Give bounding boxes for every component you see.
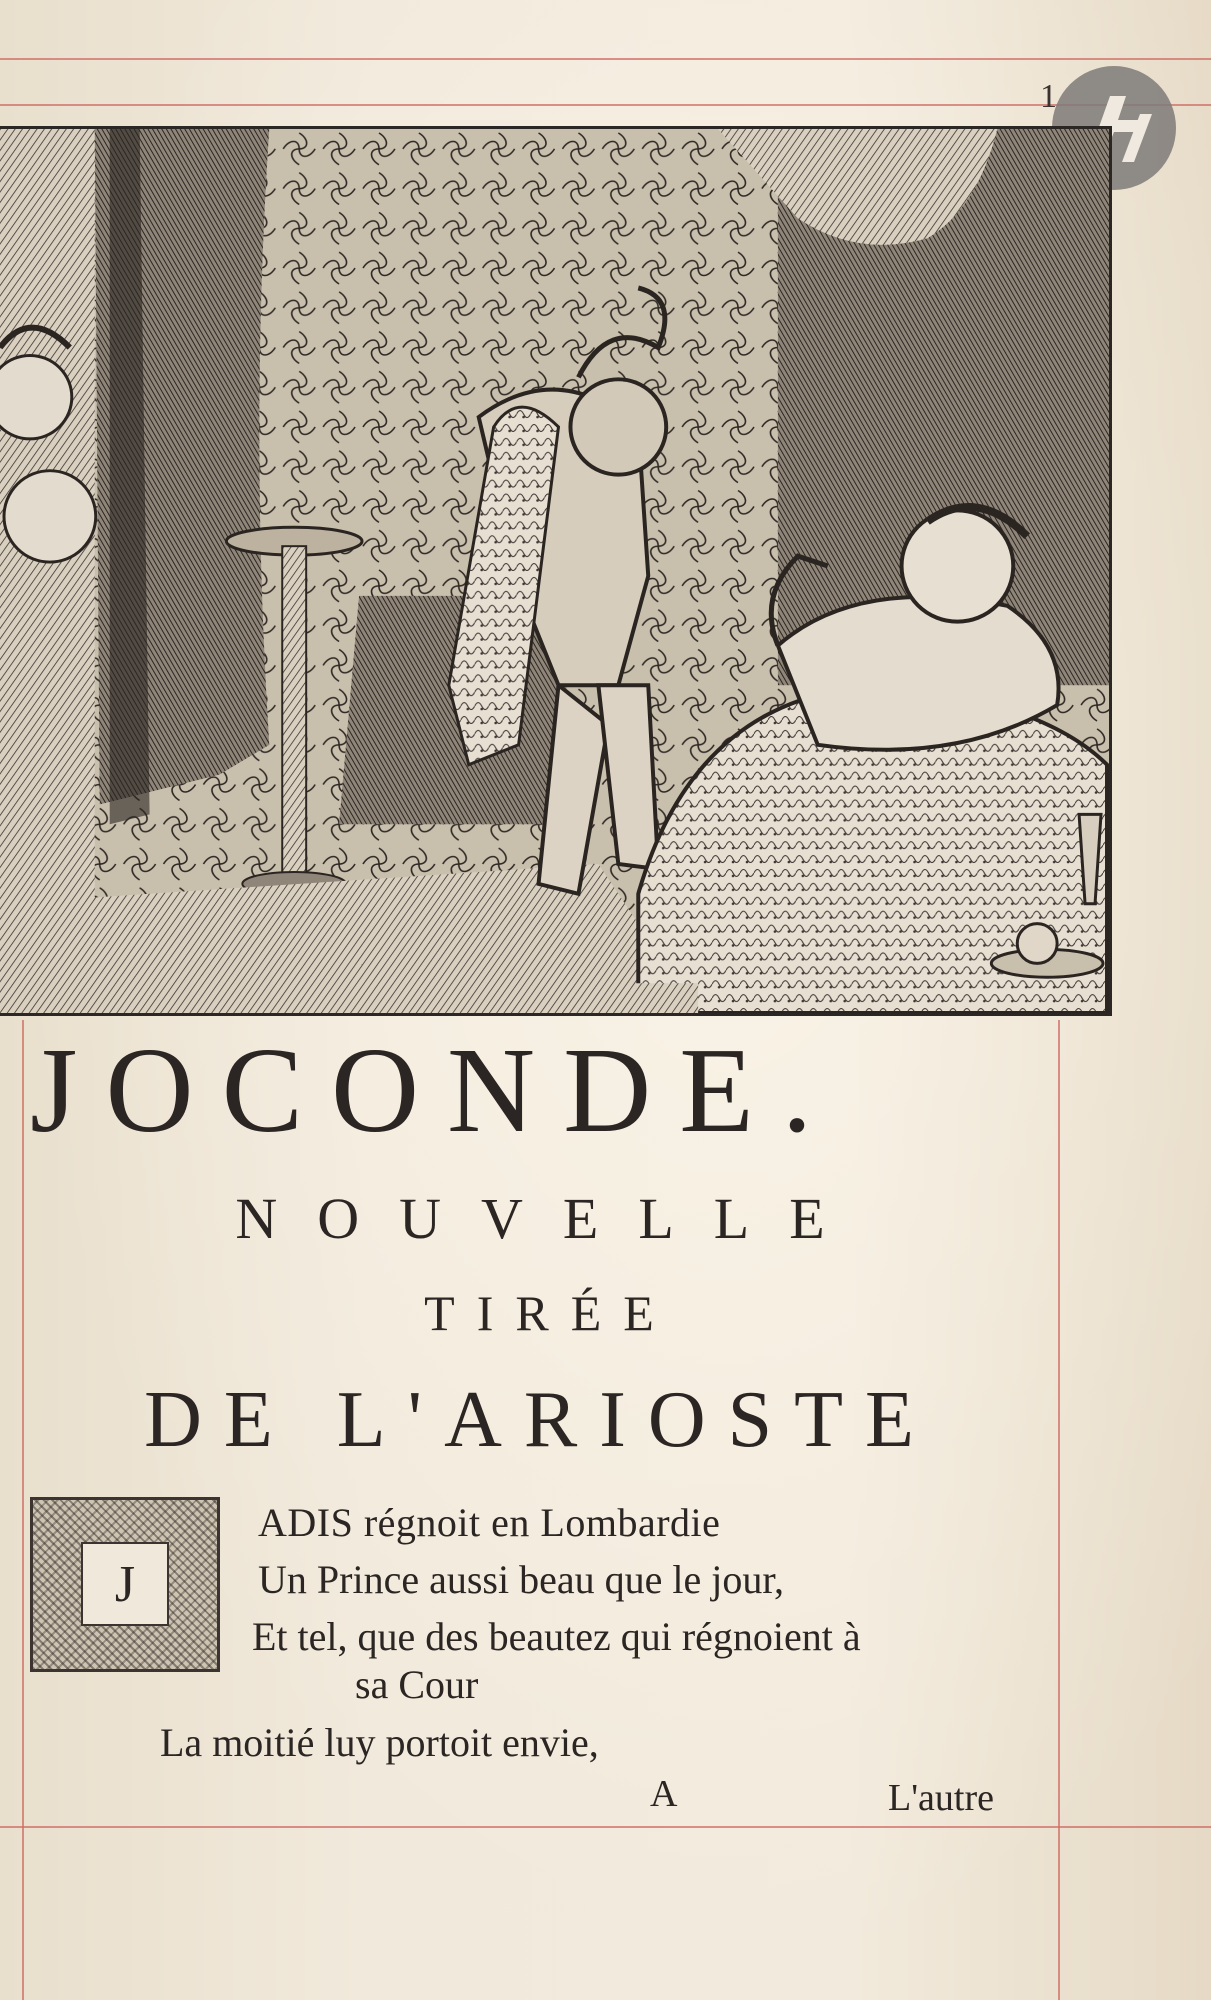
- red-rule-left: [22, 1020, 24, 2000]
- catchword: L'autre: [888, 1777, 995, 1819]
- signature-mark: A: [650, 1773, 678, 1815]
- verse-line-2: Un Prince aussi beau que le jour,: [258, 1557, 785, 1602]
- engraved-illustration-icon: [0, 126, 1112, 1016]
- title-tiree: TIRÉE: [424, 1285, 676, 1341]
- title-main: JOCONDE.: [30, 1023, 841, 1158]
- verse-line-3: Et tel, que des beautez qui régnoient à: [252, 1614, 861, 1659]
- red-rule-top: [0, 58, 1211, 60]
- red-rule-top-2: [0, 104, 1211, 106]
- title-arioste: DE L'ARIOSTE: [144, 1376, 936, 1464]
- verse-line-4: sa Cour: [355, 1662, 479, 1707]
- drop-cap-letter: J: [81, 1542, 169, 1626]
- page-number: 1: [1040, 78, 1057, 115]
- red-rule-bottom: [0, 1826, 1211, 1828]
- title-nouvelle: NOUVELLE: [235, 1186, 865, 1251]
- red-rule-right: [1058, 1020, 1060, 2000]
- drop-cap-ornament: [30, 1497, 220, 1672]
- verse-line-5: La moitié luy portoit envie,: [160, 1720, 599, 1765]
- verse-line-1: ADIS régnoit en Lombardie: [258, 1500, 721, 1545]
